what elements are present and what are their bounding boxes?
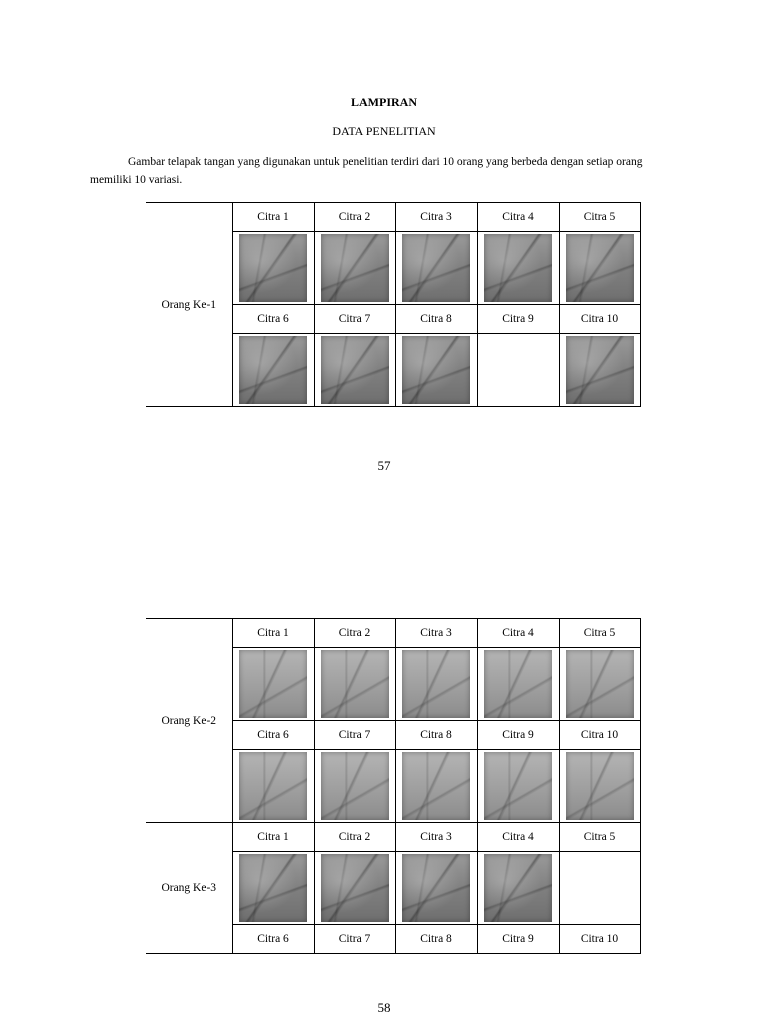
image-label: Citra 7 [314,925,395,954]
image-label: Citra 5 [559,823,640,852]
image-label: Citra 6 [232,305,314,334]
palm-image [566,234,634,302]
image-label: Citra 7 [314,305,395,334]
palm-image [566,650,634,718]
person-label: Orang Ke-2 [146,619,232,823]
image-label: Citra 6 [232,925,314,954]
palm-image-cell [395,648,477,721]
palm-image [402,752,470,820]
image-label: Citra 8 [395,721,477,750]
image-label: Citra 8 [395,925,477,954]
palm-image [484,234,552,302]
image-label: Citra 10 [559,305,640,334]
palm-image [566,336,634,404]
person-label: Orang Ke-1 [146,203,232,407]
palm-image-cell [232,852,314,925]
palm-image-cell [232,334,314,407]
intro-text: Gambar telapak tangan yang digunakan untuk penelitian terdiri dari 10 orang yang berbeda dengan setiap orang memiliki 10 variasi. [90,156,643,186]
image-label: Citra 1 [232,203,314,232]
image-label: Citra 5 [559,619,640,648]
palm-image [239,336,307,404]
palm-image [402,854,470,922]
palm-image-cell [477,852,559,925]
palm-image-cell [559,334,640,407]
data-table-person-1 [146,202,641,407]
palm-image [566,752,634,820]
person-label: Orang Ke-3 [146,823,232,954]
image-label: Citra 1 [232,823,314,852]
palm-image [321,650,389,718]
palm-image [484,752,552,820]
palm-image [239,650,307,718]
palm-image [402,650,470,718]
image-label: Citra 9 [477,925,559,954]
palm-image-cell [395,750,477,823]
palm-image-cell [477,232,559,305]
palm-image [321,234,389,302]
image-label: Citra 4 [477,823,559,852]
palm-image [239,752,307,820]
palm-image [402,336,470,404]
image-label: Citra 1 [232,619,314,648]
image-label: Citra 4 [477,203,559,232]
page-number: 57 [377,458,391,473]
page-subtitle: DATA PENELITIAN [332,124,436,138]
palm-image [484,650,552,718]
page-number: 58 [377,1000,391,1015]
palm-image-cell [314,232,395,305]
palm-image-cell [232,750,314,823]
image-label: Citra 6 [232,721,314,750]
image-label: Citra 4 [477,619,559,648]
empty-image-cell [559,852,640,925]
palm-image [321,336,389,404]
palm-image-cell [232,648,314,721]
palm-image [321,752,389,820]
palm-image [484,854,552,922]
image-label: Citra 5 [559,203,640,232]
image-label: Citra 2 [314,203,395,232]
image-label: Citra 2 [314,823,395,852]
palm-image-cell [314,334,395,407]
image-label: Citra 3 [395,619,477,648]
palm-image-cell [477,648,559,721]
intro-paragraph [90,153,680,189]
palm-image-cell [395,852,477,925]
palm-image [321,854,389,922]
data-table-persons-2-3 [146,618,641,954]
palm-image-cell [559,232,640,305]
image-label: Citra 9 [477,721,559,750]
palm-image-cell [314,648,395,721]
image-label: Citra 8 [395,305,477,334]
page-title: LAMPIRAN [351,95,417,109]
image-label: Citra 3 [395,203,477,232]
image-label: Citra 3 [395,823,477,852]
palm-image [402,234,470,302]
palm-image [239,234,307,302]
palm-image [239,854,307,922]
image-label: Citra 10 [559,925,640,954]
palm-image-cell [559,648,640,721]
palm-image-cell [314,750,395,823]
image-label: Citra 10 [559,721,640,750]
empty-image-cell [477,334,559,407]
image-label: Citra 2 [314,619,395,648]
palm-image-cell [232,232,314,305]
image-label: Citra 9 [477,305,559,334]
palm-image-cell [477,750,559,823]
image-label: Citra 7 [314,721,395,750]
palm-image-cell [395,232,477,305]
palm-image-cell [314,852,395,925]
palm-image-cell [395,334,477,407]
palm-image-cell [559,750,640,823]
